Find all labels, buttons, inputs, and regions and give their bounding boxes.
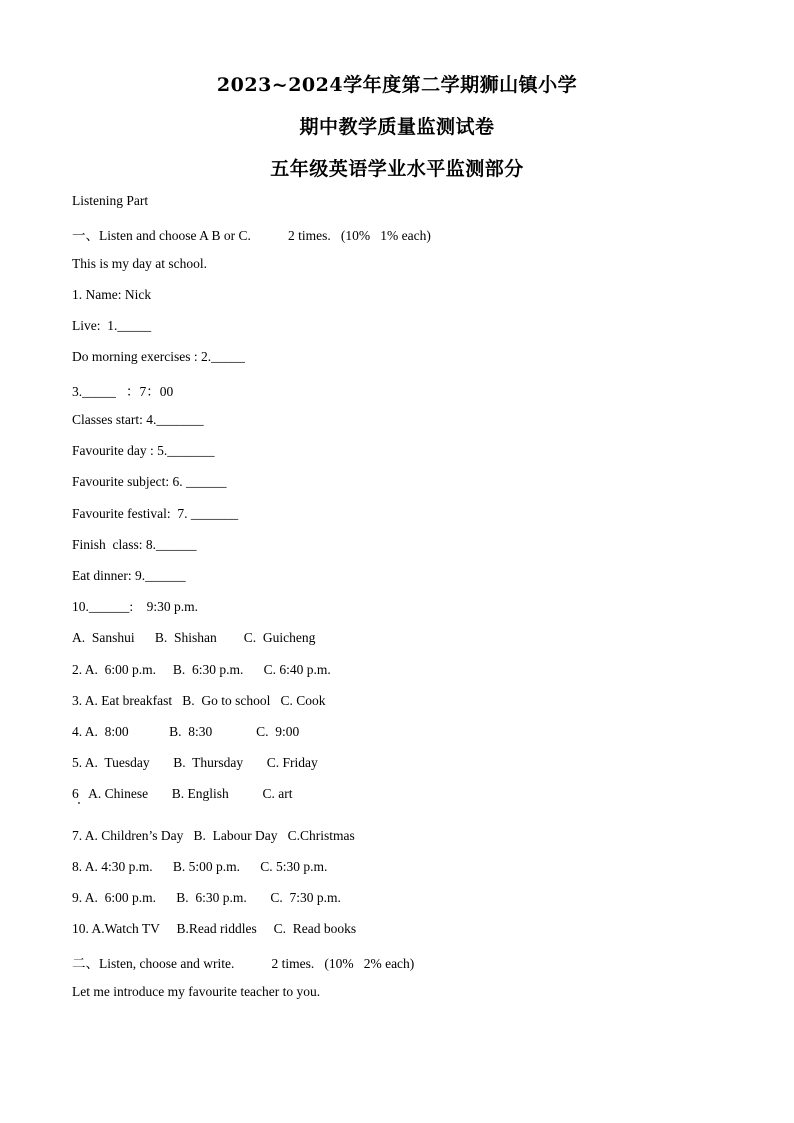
info-item-3: 3._____ ：7：00 — [72, 384, 174, 399]
question-7-options: 7. A. Children’s Day B. Labour Day C.Christmas — [72, 828, 355, 843]
question-8-options: 8. A. 4:30 p.m. B. 5:00 p.m. C. 5:30 p.m. — [72, 859, 328, 874]
info-favourite-day: Favourite day : 5._______ — [72, 443, 215, 458]
info-favourite-festival: Favourite festival: 7. _______ — [72, 506, 239, 521]
info-item-10: 10.______: 9:30 p.m. — [72, 599, 199, 614]
info-name: 1. Name: Nick — [72, 287, 152, 302]
info-morning-exercises: Do morning exercises : 2._____ — [72, 349, 245, 364]
info-live: Live: 1._____ — [72, 318, 152, 333]
exam-title-line1: 2023~2024学年度第二学期狮山镇小学 — [216, 74, 578, 96]
info-eat-dinner: Eat dinner: 9.______ — [72, 568, 186, 583]
question-4-options: 4. A. 8:00 B. 8:30 C. 9:00 — [72, 724, 300, 739]
info-classes-start: Classes start: 4._______ — [72, 412, 204, 427]
passage-intro: This is my day at school. — [72, 256, 207, 271]
exam-title-line3: 五年级英语学业水平监测部分 — [270, 158, 524, 180]
question-6-options: 6 A. Chinese B. English C. art — [72, 786, 293, 801]
question-3-options: 3. A. Eat breakfast B. Go to school C. Cook — [72, 693, 326, 708]
info-finish-class: Finish class: 8.______ — [72, 537, 197, 552]
question-9-options: 9. A. 6:00 p.m. B. 6:30 p.m. C. 7:30 p.m. — [72, 890, 341, 905]
section-2-intro: Let me introduce my favourite teacher to you. — [72, 984, 321, 999]
question-1-options: A. Sanshui B. Shishan C. Guicheng — [72, 630, 316, 645]
info-favourite-subject: Favourite subject: 6. ______ — [72, 474, 227, 489]
question-5-options: 5. A. Tuesday B. Thursday C. Friday — [72, 755, 318, 770]
stray-dot — [78, 802, 80, 804]
section-1-instructions: 一、Listen and choose A B or C. 2 times. (10% 1% each) — [72, 228, 431, 243]
question-2-options: 2. A. 6:00 p.m. B. 6:30 p.m. C. 6:40 p.m. — [72, 662, 331, 677]
section-listening-part: Listening Part — [72, 193, 149, 208]
question-10-options: 10. A.Watch TV B.Read riddles C. Read books — [72, 921, 357, 936]
exam-title-line2: 期中教学质量监测试卷 — [299, 116, 495, 138]
section-2-instructions: 二、Listen, choose and write. 2 times. (10% 2% each) — [72, 956, 415, 971]
